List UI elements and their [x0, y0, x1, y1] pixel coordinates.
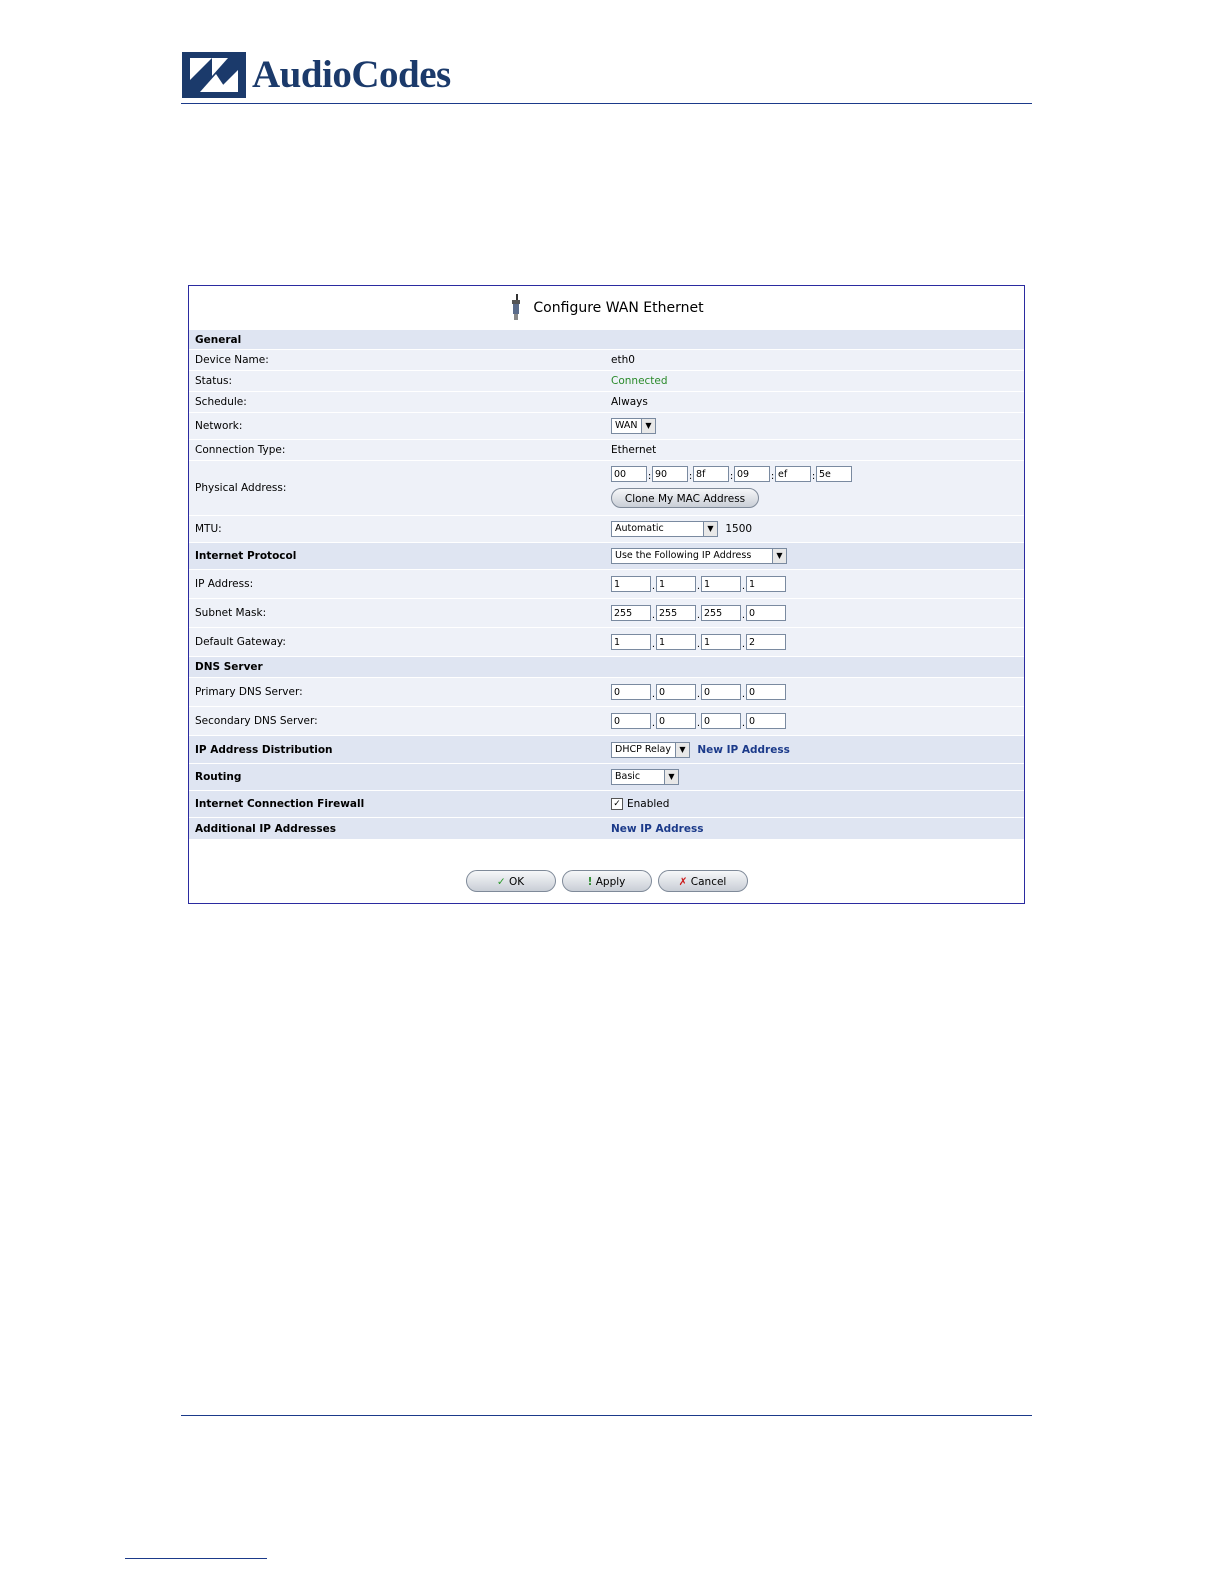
- row-default-gateway: [189, 628, 1024, 657]
- ip-distribution-selected: DHCP Relay: [615, 744, 671, 755]
- row-device-name: [189, 350, 1024, 371]
- mask-octet-3[interactable]: 255: [701, 605, 741, 621]
- ip-distribution-select[interactable]: [611, 742, 690, 758]
- footer-divider: [181, 1415, 1032, 1416]
- separator: .: [651, 581, 656, 592]
- ip-address-label: IP Address:: [195, 578, 254, 590]
- separator: .: [696, 639, 701, 650]
- row-mtu: [189, 516, 1024, 543]
- new-ip-address-link[interactable]: New IP Address: [697, 744, 790, 756]
- dropdown-arrow-icon: ▼: [664, 770, 678, 784]
- routing-selected: Basic: [615, 771, 641, 782]
- mtu-selected: Automatic: [615, 523, 664, 534]
- dropdown-arrow-icon: ▼: [772, 549, 786, 563]
- apply-label: Apply: [595, 876, 626, 888]
- brand-name: AudioCodes: [252, 53, 451, 96]
- separator: .: [651, 718, 656, 729]
- separator: .: [651, 639, 656, 650]
- mask-octet-1[interactable]: 255: [611, 605, 651, 621]
- status-label: Status:: [195, 375, 232, 387]
- connection-type-value: Ethernet: [611, 444, 657, 456]
- secondary-dns-label: Secondary DNS Server:: [195, 715, 318, 727]
- mask-octet-4[interactable]: 0: [746, 605, 786, 621]
- row-subnet-mask: [189, 599, 1024, 628]
- dropdown-arrow-icon: ▼: [641, 419, 655, 433]
- footnote-divider: [125, 1558, 267, 1559]
- dialog-buttons: [189, 870, 1024, 892]
- gateway-octet-2[interactable]: 1: [656, 634, 696, 650]
- firewall-checkbox-label: Enabled: [627, 798, 670, 810]
- row-network: [189, 413, 1024, 440]
- separator: .: [741, 581, 746, 592]
- network-label: Network:: [195, 420, 243, 432]
- schedule-label: Schedule:: [195, 396, 247, 408]
- cancel-button[interactable]: [658, 870, 748, 892]
- primary-dns-label: Primary DNS Server:: [195, 686, 303, 698]
- separator: .: [741, 718, 746, 729]
- row-firewall: [189, 791, 1024, 818]
- separator: :: [729, 471, 734, 482]
- mac-octet-4[interactable]: 09: [734, 466, 770, 482]
- ip-octet-1[interactable]: 1: [611, 576, 651, 592]
- default-gateway-label: Default Gateway:: [195, 636, 286, 648]
- row-internet-protocol: [189, 543, 1024, 570]
- primary-dns-octet-4[interactable]: 0: [746, 684, 786, 700]
- internet-protocol-selected: Use the Following IP Address: [615, 550, 752, 561]
- ip-octet-3[interactable]: 1: [701, 576, 741, 592]
- mtu-value: 1500: [725, 523, 753, 535]
- section-dns-server: [189, 657, 1024, 678]
- additional-ip-label: Additional IP Addresses: [195, 823, 336, 835]
- subnet-mask-label: Subnet Mask:: [195, 607, 267, 619]
- ok-label: OK: [509, 876, 525, 888]
- row-additional-ip: [189, 818, 1024, 840]
- separator: .: [696, 718, 701, 729]
- header-divider: [181, 103, 1032, 104]
- mac-octet-2[interactable]: 90: [652, 466, 688, 482]
- mtu-label: MTU:: [195, 523, 222, 535]
- mac-octet-5[interactable]: ef: [775, 466, 811, 482]
- ethernet-cable-icon: [509, 294, 523, 322]
- internet-protocol-select[interactable]: [611, 548, 787, 564]
- dialog-title: Configure WAN Ethernet: [533, 300, 704, 316]
- gateway-octet-4[interactable]: 2: [746, 634, 786, 650]
- connection-type-label: Connection Type:: [195, 444, 286, 456]
- ok-button[interactable]: [466, 870, 556, 892]
- secondary-dns-octet-3[interactable]: 0: [701, 713, 741, 729]
- row-ip-address: [189, 570, 1024, 599]
- gateway-octet-3[interactable]: 1: [701, 634, 741, 650]
- row-primary-dns: [189, 678, 1024, 707]
- section-label-dns: DNS Server: [195, 661, 263, 673]
- mac-octet-6[interactable]: 5e: [816, 466, 852, 482]
- gateway-octet-1[interactable]: 1: [611, 634, 651, 650]
- internet-protocol-label: Internet Protocol: [195, 550, 297, 562]
- mac-octet-3[interactable]: 8f: [693, 466, 729, 482]
- dropdown-arrow-icon: ▼: [703, 522, 717, 536]
- ip-distribution-label: IP Address Distribution: [195, 744, 333, 756]
- audiocodes-logo: [182, 52, 451, 98]
- section-label-general: General: [195, 334, 242, 346]
- x-icon: ✗: [678, 876, 688, 888]
- separator: .: [651, 689, 656, 700]
- row-status: [189, 371, 1024, 392]
- separator: .: [696, 610, 701, 621]
- exclamation-icon: !: [587, 876, 593, 888]
- clone-mac-button[interactable]: Clone My MAC Address: [611, 488, 759, 508]
- apply-button[interactable]: [562, 870, 652, 892]
- row-ip-distribution: [189, 736, 1024, 764]
- device-name-label: Device Name:: [195, 354, 269, 366]
- dropdown-arrow-icon: ▼: [675, 743, 689, 757]
- configure-wan-dialog: [188, 285, 1025, 904]
- mask-octet-2[interactable]: 255: [656, 605, 696, 621]
- primary-dns-octet-1[interactable]: 0: [611, 684, 651, 700]
- routing-select[interactable]: [611, 769, 679, 785]
- check-icon: ✓: [496, 876, 506, 888]
- physical-address-label: Physical Address:: [195, 482, 287, 494]
- status-value: Connected: [611, 375, 668, 387]
- routing-label: Routing: [195, 771, 242, 783]
- separator: .: [651, 610, 656, 621]
- separator: :: [647, 471, 652, 482]
- mac-octet-1[interactable]: 00: [611, 466, 647, 482]
- secondary-dns-octet-4[interactable]: 0: [746, 713, 786, 729]
- separator: .: [741, 639, 746, 650]
- separator: :: [811, 471, 816, 482]
- separator: .: [696, 689, 701, 700]
- secondary-dns-octet-2[interactable]: 0: [656, 713, 696, 729]
- primary-dns-octet-2[interactable]: 0: [656, 684, 696, 700]
- separator: .: [741, 689, 746, 700]
- separator: .: [741, 610, 746, 621]
- firewall-label: Internet Connection Firewall: [195, 798, 365, 810]
- logo-mark-icon: [182, 52, 246, 98]
- row-secondary-dns: [189, 707, 1024, 736]
- ip-octet-4[interactable]: 1: [746, 576, 786, 592]
- network-select[interactable]: [611, 418, 656, 434]
- primary-dns-octet-3[interactable]: 0: [701, 684, 741, 700]
- section-general: [189, 330, 1024, 350]
- secondary-dns-octet-1[interactable]: 0: [611, 713, 651, 729]
- schedule-value: Always: [611, 396, 648, 408]
- row-connection-type: [189, 440, 1024, 461]
- row-physical-address: [189, 461, 1024, 516]
- firewall-checkbox[interactable]: ✓: [611, 798, 623, 810]
- mtu-select[interactable]: [611, 521, 718, 537]
- ip-octet-2[interactable]: 1: [656, 576, 696, 592]
- cancel-label: Cancel: [690, 876, 727, 888]
- separator: :: [688, 471, 693, 482]
- separator: .: [696, 581, 701, 592]
- row-routing: [189, 764, 1024, 791]
- row-schedule: [189, 392, 1024, 413]
- network-selected: WAN: [615, 420, 638, 431]
- device-name-value: eth0: [611, 354, 635, 366]
- dialog-title-bar: [189, 286, 1024, 330]
- separator: :: [770, 471, 775, 482]
- additional-new-ip-link[interactable]: New IP Address: [611, 823, 704, 835]
